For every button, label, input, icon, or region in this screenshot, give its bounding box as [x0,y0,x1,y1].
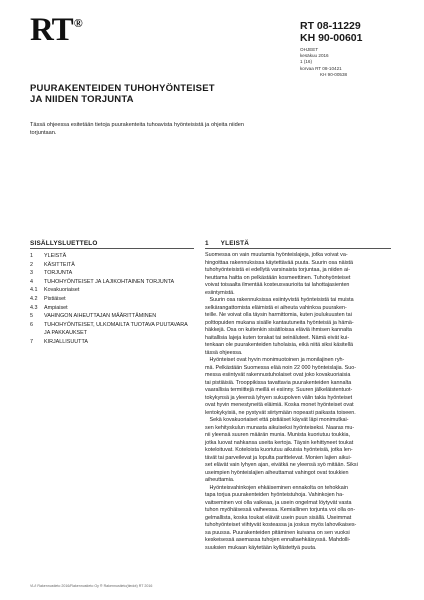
toc-item[interactable] [30,286,194,295]
body-line: esiintymistä. [205,289,235,296]
toc-item-number: 7 [30,338,33,345]
body-line: tai pistiäisiä. Trooppikissa tavattavia puurakenteiden kannalta [205,379,352,386]
body-line: haitallisia lajeja kuten torakat tai seinäluteet. Nämä eivät kui- [205,334,350,341]
body-line: polttopuiden mukana sisälle kantautuneita hyönteisiä ja hämä- [205,319,354,326]
toc-item-label: KÄSITTEITÄ [44,261,75,268]
toc-item[interactable] [30,252,194,261]
body-line: häkkejä. Osa on kuitenkin sisätiloissa eläviä ihmisen kannalta [205,327,352,333]
body-line: vaitseminen voi olla vaikeaa, ja usein ongelmat löytyvät vasta [205,499,352,506]
body-line: tokykynsä ja yleensä lyhyen sukupolven välin takia hyönteiset [205,394,353,401]
toc-item-label: YLEISTÄ [44,253,67,259]
toc-item-label: VAHINGON AIHEUTTAJAN MÄÄRITTÄMINEN [44,313,157,320]
body-line: sen kehityskulun munasta aikuiseksi hyönteiseksi. Naaras mu- [205,424,355,431]
body-line: useimpien hyönteislajien aiheuttamat vahingot ovat toukkien [205,469,349,476]
body-line: tässä ohjeessa. [205,349,243,356]
toc-item-number: 4.3 [30,304,38,311]
toc-item-number: 4 [30,278,33,285]
toc-item-number: 5 [30,313,33,320]
intro-text [30,121,270,137]
body-line: koteloituvat. Koteloista kuoriutuu aikuisia hyönteisiä, jotka len- [205,447,353,453]
body-line: mä. Pelkästään Suomessa elää noin 22 000 hyönteislajia. Suo- [205,364,357,371]
toc-item-label: Ampiaiset [44,304,68,311]
body-line: heuttama haitta on pelkästään kosmeettinen. Tuhohyönteiset [205,274,351,281]
toc-item-number: 2 [30,261,33,268]
toc-item-label: TUHOHYÖNTEISET JA LAJIKOHTAINEN TORJUNTA [44,278,175,285]
meta-replaces: korvaa RT 08-10421 [300,65,342,71]
body-line: ovat hyvin menestyneitä eläimiä. Koska monet hyönteiset ovat [205,402,354,408]
body-line: Suomessa on vain muutamia hyönteislajeja, jotka voivat va- [205,252,348,258]
toc-item[interactable] [30,312,194,321]
toc-item-label: KIRJALLISUUTTA [44,338,88,345]
body-line: set elävät vain lyhyen ajan, eivätkä ne yleensä syö mitään. Siksi [205,462,358,468]
toc-item[interactable] [30,304,194,313]
body-line: aiheuttamia. [205,477,235,483]
body-line: Hyönteiset ovat hyvin monimuotoinen ja monilajinen ryh- [205,357,345,363]
body-line: tapa torjua puurakenteiden hyönteistuhoja. Vahinkojen ha- [205,492,344,498]
title-line: JA NIIDEN TORJUNTA [30,94,134,105]
table-of-contents [30,252,194,347]
meta-replaces-kh: KH 90-00538 [320,71,348,77]
body-line: vaarallisia termiittejä meillä ei esiinny. Suuren jälkeläistentuot- [205,387,353,393]
toc-item[interactable] [30,278,194,287]
body-line: selkärangattomista eläimistä ei aiheuta vahinkoa puuraken- [205,304,347,311]
meta-type: OHJEET [300,47,319,52]
rt-code: RT 08-11229 [300,20,361,32]
body-line: tenkaan ole puurakenteiden tuholaisia, eikä niitä siksi käsitellä [205,342,354,348]
toc-item[interactable] [30,269,194,278]
title-line: PUURAKENTEIDEN TUHOHYÖNTEISET [30,83,215,94]
toc-item[interactable] [30,295,194,304]
toc-item-label: TUHOHYÖNTEISET, ULKOMAILTA TUOTAVA PUUTAVARA JA PAKKAUKSET [44,321,188,337]
intro-line: Tässä ohjeessa esitetään tietoja puurakenteita tuhoavista hyönteisistä ja ohjeita niiden [30,122,244,128]
toc-item-number: 3 [30,270,33,277]
document-title [30,83,215,105]
body-line: Hyönteisvahinkojen ehkäiseminen ennakolta on tehokkain [205,484,348,491]
document-codes [300,20,362,44]
body-line: teille. Ne voivat olla täysin harmittomia, kuten joulukuusten tai [205,312,352,318]
meta-pages: 1 (16) [300,59,313,65]
kh-code: KH 90-00601 [300,32,363,44]
body-line: tuhohyönteiset viihtyvät kosteassa ja joskus myös lahovikaises- [205,522,357,528]
toc-item-label: TORJUNTA [44,270,73,277]
body-line: sa puussa. Puurakenteiden pitäminen kuivana on sen vuoksi [205,529,350,536]
toc-divider [30,248,194,249]
body-line: tuhon myöhäisessä vaiheessa. Kemiallinen torjunta voi olla on- [205,507,356,513]
rt-logo: RT® [30,12,83,48]
body-line: lentokykyisiä, ne pystyvät siirtymään nopeasti paikasta toiseen. [205,409,356,416]
intro-line: torjuntaan. [30,130,57,136]
page-footer: VL/I Rakennustieto 2016/Rakennustieto Oy ® Rakennustieto(tiedot) RT 2016 [30,584,153,588]
toc-item[interactable] [30,261,194,270]
body-line: nii yleensä suuren määrän munia. Munista kuoriutuu toukkia, [205,432,351,438]
section-divider [205,248,391,249]
toc-item-number: 4.1 [30,287,38,294]
body-line: Sekä kovakuoriaiset että pistiäiset käyvät läpi monimutkai- [205,417,349,423]
body-line: tävät tai parveilevat ja lopulta parittelevat. Monien lajien aikui- [205,454,352,461]
section-heading: 1 YLEISTÄ [205,240,250,247]
toc-item-number: 4.2 [30,295,38,302]
meta-date: kesäkuu 2016 [300,53,329,59]
toc-item-number: 1 [30,253,33,259]
section-body [205,252,391,552]
document-meta [300,47,347,78]
body-line: keskeisessä asemassa tuhojen ennaltaehkäisyssä. Mahdolli- [205,537,351,543]
toc-item-label: Pistiäiset [44,295,66,302]
toc-item[interactable] [30,338,194,347]
body-line: hingoittaa rakennuksissa käytettävää puuta. Suurin osa näistä [205,259,354,266]
body-line: voivat toisaalta ilmentää kosteusvaurioita tai lahottajasienten [205,282,350,288]
toc-item-number: 6 [30,321,33,328]
body-line: Suurin osa rakennuksissa esiintyvistä hyönteisistä tai muista [205,297,354,303]
body-line: gelmallista, koska toukat elävät usein puun sisällä. Useimmat [205,514,352,521]
toc-heading: SISÄLLYSLUETTELO [30,240,98,247]
toc-item-label: Kovakuoriaiset [44,287,80,294]
body-line: jotka luovat nahkansa useita kertoja. Täysin kehittyneet toukat [205,439,354,446]
body-line: suuksien mukaan käytetään kyllästettyä puuta. [205,544,317,551]
body-line: tuhohyönteisistä ei edellytä varsinaista torjuntaa, ja niiden ai- [205,267,351,273]
body-line: messa esiintyvät rakennustuholaiset ovat joko kovakuoriaisia [205,372,351,378]
toc-item[interactable] [30,321,194,338]
